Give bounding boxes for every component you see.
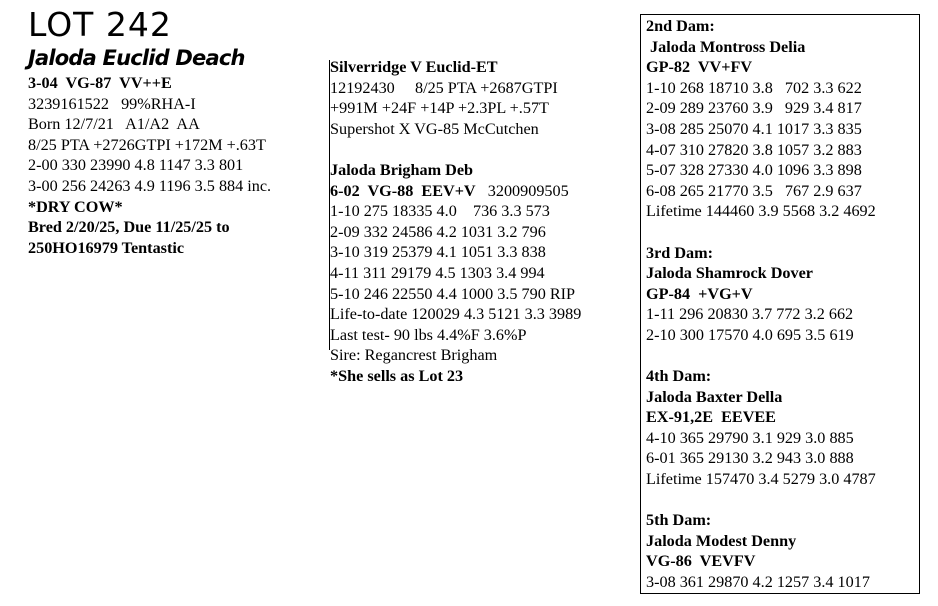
dam-line-7: Life-to-date 120029 4.3 5121 3.3 3989 <box>330 305 582 324</box>
ancestor-score: EX-91,2E EEVEE <box>646 408 776 427</box>
sire-block <box>330 57 581 139</box>
cow-line-4: 2-00 330 23990 4.8 1147 3.3 801 <box>28 156 244 175</box>
pedigree-details <box>646 16 876 593</box>
dam-line-3: 2-09 332 24586 4.2 1031 3.2 796 <box>330 222 546 241</box>
ancestor-score: VG-86 VEVFV <box>646 552 756 571</box>
ancestor-record: 6-08 265 21770 3.5 767 2.9 637 <box>646 181 862 200</box>
ancestor-record: 1-11 296 20830 3.7 772 3.2 662 <box>646 305 854 324</box>
sire-line-1: 12192430 8/25 PTA +2687GTPI <box>330 78 558 97</box>
cow-line-7: Bred 2/20/25, Due 11/25/25 to <box>28 218 230 237</box>
ancestor-name: Jaloda Shamrock Dover <box>646 264 813 283</box>
cow-line-5: 3-00 256 24263 4.9 1196 3.5 884 inc. <box>28 176 272 195</box>
sire-line-2: +991M +24F +14P +2.3PL +.57T <box>330 99 549 118</box>
spacer <box>646 222 876 243</box>
dam-line-5: 4-11 311 29179 4.5 1303 3.4 994 <box>330 263 545 282</box>
dam-block <box>330 160 581 387</box>
ancestor-record: 4-10 365 29790 3.1 929 3.0 885 <box>646 428 854 447</box>
ancestor-score: GP-84 +VG+V <box>646 284 753 303</box>
ancestor-record: 3-08 361 29870 4.2 1257 3.4 1017 <box>646 573 870 592</box>
ancestor-record: 3-08 285 25070 4.1 1017 3.3 835 <box>646 119 862 138</box>
ancestor-record: 2-09 289 23760 3.9 929 3.4 817 <box>646 99 862 118</box>
ancestor-name: Jaloda Montross Delia <box>646 37 806 56</box>
spacer <box>330 139 581 160</box>
ancestor-record: Lifetime 157470 3.4 5279 3.0 4787 <box>646 470 876 489</box>
cow-details <box>28 73 271 258</box>
ancestor-name: Jaloda Baxter Della <box>646 387 783 406</box>
ancestor-heading: 2nd Dam: <box>646 17 715 35</box>
dam-line-8: Last test- 90 lbs 4.4%F 3.6%P <box>330 325 527 344</box>
cow-line-0: 3-04 VG-87 VV++E <box>28 74 172 92</box>
dam-line-4: 3-10 319 25379 4.1 1051 3.3 838 <box>330 243 546 262</box>
sire-line-0: Silverridge V Euclid-ET <box>330 58 498 76</box>
dam-line-10: *She sells as Lot 23 <box>330 366 464 385</box>
ancestor-record: 2-10 300 17570 4.0 695 3.5 619 <box>646 325 854 344</box>
dam-line-1 <box>330 181 581 202</box>
cow-name: Jaloda Euclid Deach <box>28 46 245 70</box>
dam-line-0: Jaloda Brigham Deb <box>330 160 474 179</box>
cow-line-1: 3239161522 99%RHA-I <box>28 94 196 113</box>
dam-line-2: 1-10 275 18335 4.0 736 3.3 573 <box>330 202 550 221</box>
cow-line-3: 8/25 PTA +2726GTPI +172M +.63T <box>28 135 266 154</box>
dam-line-6: 5-10 246 22550 4.4 1000 3.5 790 RIP <box>330 284 576 303</box>
dam-line-9: Sire: Regancrest Brigham <box>330 346 498 365</box>
dam-reg-number: 3200909505 <box>475 181 569 200</box>
ancestor-record: 4-07 310 27820 3.8 1057 3.2 883 <box>646 140 862 159</box>
cow-line-8: 250HO16979 Tentastic <box>28 238 185 257</box>
ancestor-record: Lifetime 144460 3.9 5568 3.2 4692 <box>646 202 876 221</box>
ancestor-record: 1-10 268 18710 3.8 702 3.3 622 <box>646 78 862 97</box>
cow-line-2: Born 12/7/21 A1/A2 AA <box>28 115 200 134</box>
ancestor-heading: 3rd Dam: <box>646 243 713 262</box>
ancestor-heading: 5th Dam: <box>646 511 712 530</box>
sire-line-3: Supershot X VG-85 McCutchen <box>330 119 539 138</box>
lot-title: LOT 242 <box>28 5 172 44</box>
sire-dam-details <box>330 57 581 387</box>
dam-score: 6-02 VG-88 EEV+V <box>330 181 476 200</box>
ancestor-score: GP-82 VV+FV <box>646 58 753 77</box>
ancestor-name: Jaloda Modest Denny <box>646 531 797 550</box>
cow-line-6: *DRY COW* <box>28 197 123 216</box>
ancestor-record: 6-01 365 29130 3.2 943 3.0 888 <box>646 449 854 468</box>
ancestor-heading: 4th Dam: <box>646 367 712 386</box>
spacer <box>646 490 876 511</box>
ancestor-record: 5-07 328 27330 4.0 1096 3.3 898 <box>646 161 862 180</box>
spacer <box>646 346 876 367</box>
